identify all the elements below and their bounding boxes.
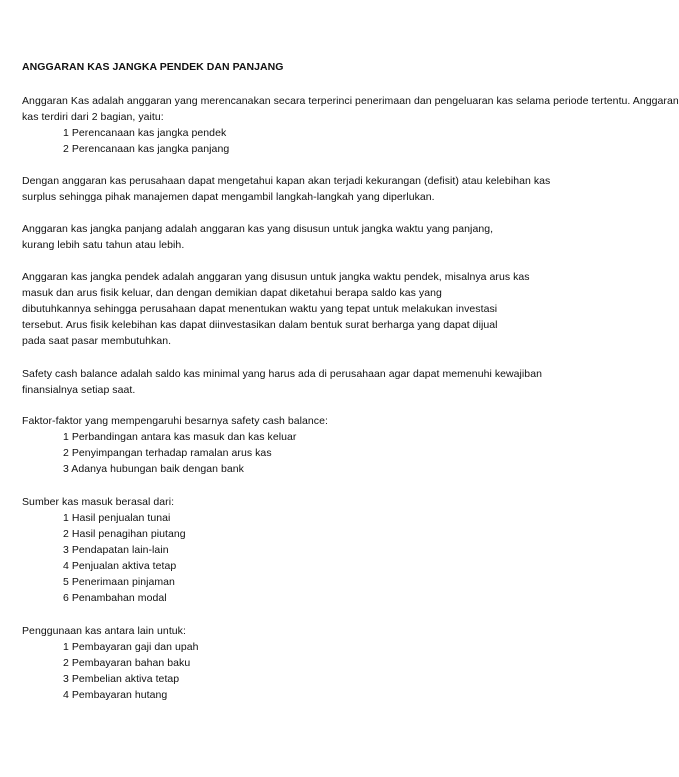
paragraph-line: Sumber kas masuk berasal dari: (22, 496, 175, 508)
list-item: 2 Hasil penagihan piutang (63, 528, 186, 540)
paragraph-line: Safety cash balance adalah saldo kas minimal yang harus ada di perusahaan agar dapat memenuhi kewajiban (22, 368, 542, 380)
paragraph-line: Anggaran kas jangka pendek adalah anggaran yang disusun untuk jangka waktu pendek, misalnya arus kas (22, 271, 530, 283)
list-item: 3 Adanya hubungan baik dengan bank (63, 463, 244, 475)
list-item: 1 Perbandingan antara kas masuk dan kas keluar (63, 431, 297, 443)
paragraph-line: masuk dan arus fisik keluar, dan dengan demikian dapat diketahui berapa saldo kas yang (22, 287, 442, 299)
list-item: 4 Penjualan aktiva tetap (63, 560, 177, 572)
paragraph-line: surplus sehingga pihak manajemen dapat mengambil langkah-langkah yang diperlukan. (22, 191, 435, 203)
paragraph-line: Anggaran Kas adalah anggaran yang merencanakan secara terperinci penerimaan dan pengeluaran kas selama periode tertentu. Anggaran (22, 95, 679, 107)
list-item: 1 Pembayaran gaji dan upah (63, 641, 199, 653)
paragraph-line: Faktor-faktor yang mempengaruhi besarnya safety cash balance: (22, 415, 328, 427)
list-item: 2 Pembayaran bahan baku (63, 657, 191, 669)
paragraph-line: finansialnya setiap saat. (22, 384, 136, 396)
document-title: ANGGARAN KAS JANGKA PENDEK DAN PANJANG (22, 61, 284, 73)
list-item: 2 Penyimpangan terhadap ramalan arus kas (63, 447, 272, 459)
paragraph-line: pada saat pasar membutuhkan. (22, 335, 172, 347)
paragraph-line: Penggunaan kas antara lain untuk: (22, 625, 186, 637)
paragraph-line: Anggaran kas jangka panjang adalah anggaran kas yang disusun untuk jangka waktu yang panjang, (22, 223, 494, 235)
list-item: 2 Perencanaan kas jangka panjang (63, 143, 230, 155)
document-text-column (22, 58, 679, 718)
paragraph-line: tersebut. Arus fisik kelebihan kas dapat diinvestasikan dalam bentuk surat berharga yang dapat dijual (22, 319, 498, 331)
list-item: 3 Pendapatan lain-lain (63, 544, 169, 556)
paragraph-line: dibutuhkannya sehingga perusahaan dapat menentukan waktu yang tepat untuk melakukan investasi (22, 303, 498, 315)
list-item: 4 Pembayaran hutang (63, 689, 168, 701)
list-item: 1 Hasil penjualan tunai (63, 512, 171, 524)
paragraph-line: kurang lebih satu tahun atau lebih. (22, 239, 185, 251)
paragraph-line: Dengan anggaran kas perusahaan dapat mengetahui kapan akan terjadi kekurangan (defisit) atau kelebihan kas (22, 175, 551, 187)
list-item: 1 Perencanaan kas jangka pendek (63, 127, 227, 139)
paragraph-line: kas terdiri dari 2 bagian, yaitu: (22, 111, 164, 123)
list-item: 5 Penerimaan pinjaman (63, 576, 175, 588)
list-item: 6 Penambahan modal (63, 592, 167, 604)
list-item: 3 Pembelian aktiva tetap (63, 673, 180, 685)
